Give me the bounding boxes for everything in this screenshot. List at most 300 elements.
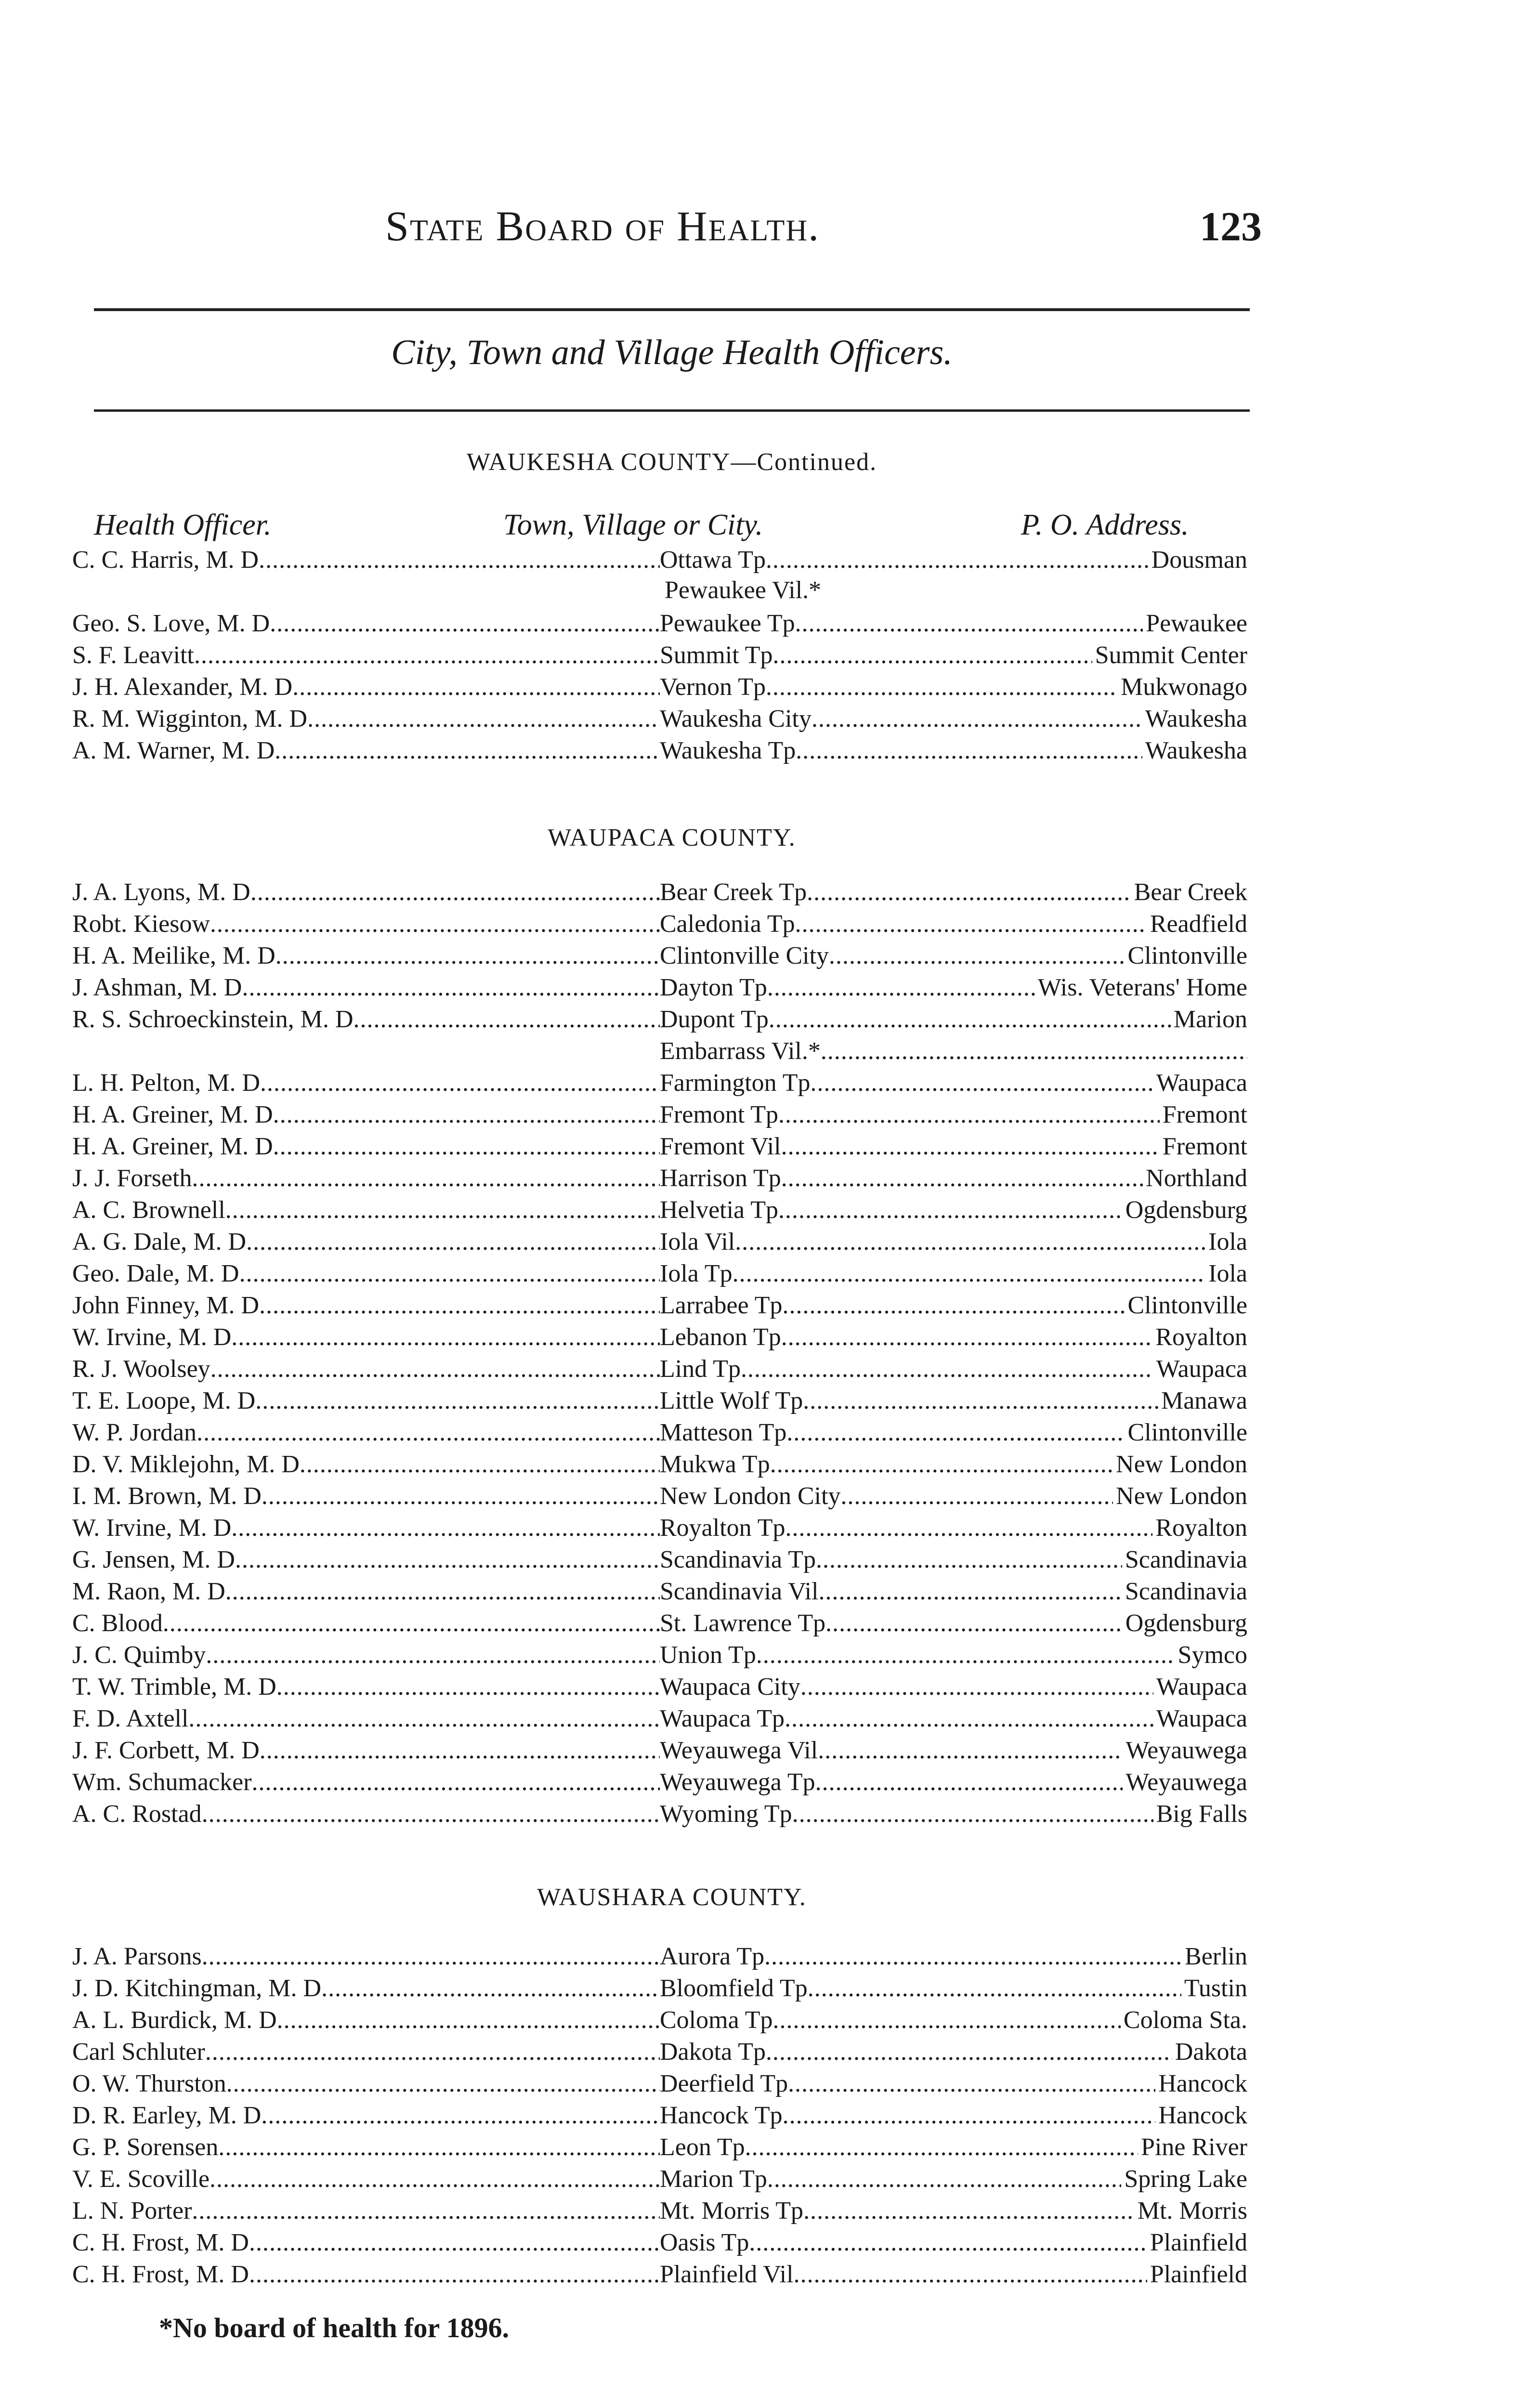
table-row <box>72 1163 1247 1194</box>
town-cell <box>660 908 1247 940</box>
officer-cell <box>72 640 660 671</box>
town-name: Royalton Tp <box>660 1514 785 1542</box>
table-row <box>72 1941 1247 1973</box>
dot-leader <box>785 1512 1152 1544</box>
town-name: Embarrass Vil.* <box>660 1037 821 1065</box>
officer-cell <box>72 1544 660 1576</box>
dot-leader <box>766 2036 1172 2068</box>
table-row <box>72 1671 1247 1703</box>
dot-leader <box>252 1767 660 1798</box>
po-address: Ogdensburg <box>1125 1196 1247 1224</box>
dot-leader <box>192 1163 660 1194</box>
po-address: Waukesha <box>1145 705 1247 733</box>
town-cell <box>660 2227 1247 2259</box>
table-row <box>72 1385 1247 1417</box>
table-row <box>72 940 1247 972</box>
officer-cell <box>72 1973 660 2004</box>
table-row <box>72 908 1247 940</box>
officer-name: G. Jensen, M. D <box>72 1546 235 1573</box>
officer-cell <box>72 1671 660 1703</box>
officer-name: W. Irvine, M. D <box>72 1323 232 1351</box>
table-row <box>72 2004 1247 2036</box>
table-row <box>72 2163 1247 2195</box>
table-row <box>72 1417 1247 1449</box>
officer-cell <box>72 972 660 1004</box>
officer-cell <box>72 1608 660 1639</box>
town-cell <box>660 1512 1247 1544</box>
town-cell <box>660 1163 1247 1194</box>
officer-cell <box>72 671 660 703</box>
officer-name: M. Raon, M. D <box>72 1578 225 1605</box>
town-name: Dupont Tp <box>660 1006 769 1033</box>
table-row <box>72 1131 1247 1163</box>
po-address: Bear Creek <box>1134 878 1247 906</box>
town-cell <box>660 1035 1247 1067</box>
officer-name: J. D. Kitchingman, M. D <box>72 1975 322 2002</box>
officer-name: Robt. Kiesow <box>72 910 210 938</box>
officer-name: Geo. Dale, M. D <box>72 1260 239 1287</box>
town-cell <box>660 1767 1247 1798</box>
po-address: Dousman <box>1151 546 1247 574</box>
table-row <box>72 1703 1247 1735</box>
po-address: Berlin <box>1185 1943 1247 1970</box>
dot-leader <box>766 544 1149 576</box>
dot-leader <box>202 1941 660 1973</box>
table-row <box>72 877 1247 908</box>
table-row <box>72 2036 1247 2068</box>
officer-cell <box>72 2195 660 2227</box>
town-cell <box>660 1639 1247 1671</box>
town-name: Waukesha Tp <box>660 737 796 764</box>
town-name: Ottawa Tp <box>660 546 766 574</box>
table-row <box>72 1639 1247 1671</box>
town-cell <box>660 1226 1247 1258</box>
page-number: 123 <box>1200 203 1262 249</box>
dot-leader <box>816 1544 1122 1576</box>
dot-leader <box>821 1035 1247 1067</box>
town-cell <box>660 2132 1247 2163</box>
officer-cell <box>72 2004 660 2036</box>
officer-name: R. J. Woolsey <box>72 1355 210 1383</box>
dot-leader <box>163 1608 660 1639</box>
table-row <box>72 544 1247 576</box>
dot-leader <box>803 1385 1158 1417</box>
officer-cell <box>72 703 660 735</box>
town-name: Fremont Vil <box>660 1133 781 1160</box>
po-address: Fremont <box>1162 1101 1247 1128</box>
officer-cell <box>72 2132 660 2163</box>
po-address: Iola <box>1208 1228 1247 1256</box>
town-cell <box>660 1417 1247 1449</box>
town-name: Wyoming Tp <box>660 1800 792 1828</box>
dot-leader <box>810 1067 1153 1099</box>
dot-leader <box>772 2004 1120 2036</box>
town-name: Scandinavia Vil <box>660 1578 819 1605</box>
dot-leader <box>225 1576 660 1608</box>
officer-name: J. H. Alexander, M. D <box>72 673 293 701</box>
officer-name: Geo. S. Love, M. D <box>72 610 270 637</box>
dot-leader <box>262 1480 660 1512</box>
dot-leader <box>235 1544 660 1576</box>
officer-name: John Finney, M. D <box>72 1292 260 1319</box>
dot-leader <box>249 2259 660 2290</box>
table-row <box>72 1735 1247 1767</box>
town-name: Matteson Tp <box>660 1419 787 1446</box>
town-cell <box>660 2259 1247 2290</box>
dot-leader <box>803 2195 1135 2227</box>
town-name: Fremont Tp <box>660 1101 779 1128</box>
dot-leader <box>735 1226 1205 1258</box>
town-name: Harrison Tp <box>660 1165 781 1192</box>
dot-leader <box>788 2068 1155 2100</box>
table-row-continuation <box>72 1035 1247 1067</box>
dot-leader <box>260 1735 660 1767</box>
town-cell <box>660 1322 1247 1353</box>
table-row <box>72 2100 1247 2132</box>
town-name: Farmington Tp <box>660 1069 811 1097</box>
town-cell <box>660 2068 1247 2100</box>
county-heading-waupaca: WAUPACA COUNTY. <box>548 824 796 851</box>
po-address: Pine River <box>1141 2133 1247 2161</box>
officer-cell <box>72 1798 660 1830</box>
po-address: Northland <box>1146 1165 1247 1192</box>
dot-leader <box>275 735 660 767</box>
officer-name: V. E. Scoville <box>72 2165 210 2193</box>
officer-name: J. C. Quimby <box>72 1641 206 1669</box>
town-cell <box>660 2195 1247 2227</box>
town-cell <box>660 1480 1247 1512</box>
table-row <box>72 1258 1247 1290</box>
town-cell <box>660 972 1247 1004</box>
table-row <box>72 1480 1247 1512</box>
officer-name: D. R. Earley, M. D <box>72 2102 262 2129</box>
officer-cell <box>72 1194 660 1226</box>
dot-leader <box>209 2163 660 2195</box>
town-cell <box>660 1385 1247 1417</box>
town-name: Lind Tp <box>660 1355 741 1383</box>
town-cell <box>660 735 1247 767</box>
table-row <box>72 2195 1247 2227</box>
po-address: Weyauwega <box>1125 1737 1247 1764</box>
dot-leader <box>273 1099 660 1131</box>
officer-cell <box>72 1417 660 1449</box>
town-cell <box>660 1067 1247 1099</box>
officer-name: L. H. Pelton, M. D <box>72 1069 260 1097</box>
column-header-town: Town, Village or City. <box>503 509 763 541</box>
town-name: Union Tp <box>660 1641 756 1669</box>
officer-name: C. Blood <box>72 1610 163 1637</box>
po-address: Summit Center <box>1095 641 1247 669</box>
officer-cell <box>72 2163 660 2195</box>
town-cell <box>660 2036 1247 2068</box>
dot-leader <box>307 703 660 735</box>
town-cell <box>660 2004 1247 2036</box>
table-row <box>72 608 1247 640</box>
table-row <box>72 703 1247 735</box>
po-address: Royalton <box>1155 1323 1247 1351</box>
town-name: Deerfield Tp <box>660 2070 788 2097</box>
table-row <box>72 1290 1247 1322</box>
dot-leader <box>815 1767 1123 1798</box>
officer-name: L. N. Porter <box>72 2197 192 2225</box>
table-row <box>72 1449 1247 1480</box>
officer-cell <box>72 2100 660 2132</box>
officer-name: J. F. Corbett, M. D <box>72 1737 260 1764</box>
officer-cell <box>72 1226 660 1258</box>
dot-leader <box>270 608 660 640</box>
officer-name: T. E. Loope, M. D <box>72 1387 256 1414</box>
officer-name: T. W. Trimble, M. D <box>72 1673 276 1701</box>
table-row <box>72 1512 1247 1544</box>
town-name: Caledonia Tp <box>660 910 795 938</box>
town-cell <box>660 1194 1247 1226</box>
dot-leader <box>277 2004 660 2036</box>
officer-cell <box>72 544 660 576</box>
town-name: Lebanon Tp <box>660 1323 781 1351</box>
po-address: Plainfield <box>1150 2261 1247 2288</box>
dot-leader <box>808 1973 1181 2004</box>
officer-cell <box>72 1449 660 1480</box>
officer-cell <box>72 2036 660 2068</box>
officer-name: H. A. Greiner, M. D <box>72 1133 273 1160</box>
officer-cell <box>72 608 660 640</box>
town-name: Bear Creek Tp <box>660 878 807 906</box>
dot-leader <box>202 1798 660 1830</box>
dot-leader <box>239 1258 660 1290</box>
town-cell <box>660 1353 1247 1385</box>
dot-leader <box>767 972 1035 1004</box>
table-row <box>72 1576 1247 1608</box>
po-address: Hancock <box>1158 2102 1247 2129</box>
table-row <box>72 2227 1247 2259</box>
town-cell <box>660 608 1247 640</box>
dot-leader <box>741 1353 1153 1385</box>
town-cell <box>660 1004 1247 1035</box>
column-header-officer: Health Officer. <box>94 509 272 541</box>
dot-leader <box>786 1417 1125 1449</box>
officer-name: H. A. Meilike, M. D <box>72 942 275 969</box>
town-cell <box>660 1290 1247 1322</box>
town-name: New London City <box>660 1482 841 1510</box>
running-title-board: Board of Health. <box>496 203 820 250</box>
dot-leader <box>733 1258 1205 1290</box>
town-name: Mt. Morris Tp <box>660 2197 804 2225</box>
dot-leader <box>825 1608 1123 1639</box>
po-address: Symco <box>1178 1641 1247 1669</box>
dot-leader <box>250 877 660 908</box>
officer-cell <box>72 1576 660 1608</box>
officer-cell <box>72 1067 660 1099</box>
town-name: Clintonville City <box>660 942 829 969</box>
po-address: Clintonville <box>1127 942 1247 969</box>
po-address: Manawa <box>1161 1387 1247 1414</box>
dot-leader <box>192 2195 660 2227</box>
officer-cell <box>72 1941 660 1973</box>
officer-name: A. L. Burdick, M. D <box>72 2006 277 2034</box>
town-cell <box>660 1258 1247 1290</box>
officer-cell <box>72 908 660 940</box>
town-cell <box>660 544 1247 576</box>
officer-cell <box>72 1385 660 1417</box>
officer-cell <box>72 1131 660 1163</box>
officer-name: W. Irvine, M. D <box>72 1514 232 1542</box>
table-row <box>72 1322 1247 1353</box>
officer-name: J. J. Forseth <box>72 1165 192 1192</box>
dot-leader <box>242 972 660 1004</box>
town-cell <box>660 1973 1247 2004</box>
town-name: Hancock Tp <box>660 2102 783 2129</box>
dot-leader <box>764 1941 1182 1973</box>
table-row <box>72 2132 1247 2163</box>
dot-leader <box>231 1512 660 1544</box>
officer-cell <box>72 1735 660 1767</box>
dot-leader <box>794 2259 1147 2290</box>
dot-leader <box>231 1322 660 1353</box>
page-subtitle: City, Town and Village Health Officers. <box>391 333 953 372</box>
dot-leader <box>785 1703 1153 1735</box>
dot-leader <box>261 2100 660 2132</box>
po-address: Wis. Veterans' Home <box>1037 974 1247 1001</box>
dot-leader <box>781 1163 1143 1194</box>
po-address: New London <box>1116 1482 1247 1510</box>
officer-name: R. M. Wigginton, M. D <box>72 705 308 733</box>
officer-name: F. D. Axtell <box>72 1705 189 1732</box>
dot-leader <box>749 2227 1147 2259</box>
officer-cell <box>72 2259 660 2290</box>
po-address: Waupaca <box>1156 1673 1247 1701</box>
officer-cell <box>72 1163 660 1194</box>
town-name: Pewaukee Tp <box>660 610 795 637</box>
town-name: Weyauwega Vil <box>660 1737 818 1764</box>
table-row <box>72 2068 1247 2100</box>
table-row <box>72 640 1247 671</box>
po-address: Fremont <box>1162 1133 1247 1160</box>
po-address: Ogdensburg <box>1125 1610 1247 1637</box>
town-name: Summit Tp <box>660 641 773 669</box>
town-name: Waukesha City <box>660 705 811 733</box>
town-cell <box>660 1703 1247 1735</box>
po-address: Pewaukee <box>1146 610 1247 637</box>
dot-leader <box>249 2227 660 2259</box>
town-name: Bloomfield Tp <box>660 1975 808 2002</box>
officer-cell <box>72 735 660 767</box>
dot-leader <box>770 1449 1113 1480</box>
officer-name: J. A. Lyons, M. D <box>72 878 250 906</box>
dot-leader <box>210 908 660 940</box>
dot-leader <box>260 1067 660 1099</box>
officer-cell <box>72 1322 660 1353</box>
town-name: St. Lawrence Tp <box>660 1610 826 1637</box>
po-address: Royalton <box>1155 1514 1247 1542</box>
officer-name: O. W. Thurston <box>72 2070 226 2097</box>
officer-cell <box>72 877 660 908</box>
po-address: Mukwonago <box>1121 673 1247 701</box>
po-address: Waupaca <box>1156 1705 1247 1732</box>
dot-leader <box>795 908 1147 940</box>
table-row <box>72 1544 1247 1576</box>
town-name: Dakota Tp <box>660 2038 766 2066</box>
dot-leader <box>778 1099 1160 1131</box>
running-title <box>385 202 1011 251</box>
running-title-state: State <box>385 203 496 250</box>
dot-leader <box>292 671 660 703</box>
dot-leader <box>773 640 1092 671</box>
officer-name: C. H. Frost, M. D <box>72 2261 249 2288</box>
dot-leader <box>226 2068 660 2100</box>
dot-leader <box>769 1004 1171 1035</box>
town-name: Mukwa Tp <box>660 1451 770 1478</box>
top-rule <box>94 308 1250 311</box>
table-row <box>72 972 1247 1004</box>
town-cell <box>660 640 1247 671</box>
dot-leader <box>766 671 1118 703</box>
po-address: Iola <box>1208 1260 1247 1287</box>
dot-leader <box>795 608 1143 640</box>
town-cell <box>660 2163 1247 2195</box>
officer-name: R. S. Schroeckinstein, M. D <box>72 1006 353 1033</box>
officer-cell <box>72 2068 660 2100</box>
dot-leader <box>353 1004 660 1035</box>
town-cell <box>660 1941 1247 1973</box>
officer-cell <box>72 1004 660 1035</box>
table-row <box>72 1099 1247 1131</box>
dot-leader <box>196 1417 660 1449</box>
officer-name: C. H. Frost, M. D <box>72 2229 249 2256</box>
dot-leader <box>206 1639 660 1671</box>
town-cell <box>660 1608 1247 1639</box>
dot-leader <box>781 1131 1160 1163</box>
officer-name: A. M. Warner, M. D <box>72 737 275 764</box>
dot-leader <box>778 1194 1123 1226</box>
subtitle-rule <box>94 409 1250 412</box>
officer-name: D. V. Miklejohn, M. D <box>72 1451 300 1478</box>
dot-leader <box>818 1735 1123 1767</box>
po-address: Plainfield <box>1150 2229 1247 2256</box>
po-address: Hancock <box>1158 2070 1247 2097</box>
town-cell <box>660 1671 1247 1703</box>
table-row <box>72 1004 1247 1035</box>
officer-name: Carl Schluter <box>72 2038 205 2066</box>
dot-leader <box>276 1671 660 1703</box>
town-cell <box>660 1544 1247 1576</box>
dot-leader <box>205 2036 660 2068</box>
officer-name: A. C. Brownell <box>72 1196 225 1224</box>
town-name: Waupaca Tp <box>660 1705 785 1732</box>
town-cell <box>660 1798 1247 1830</box>
dot-leader <box>783 1290 1125 1322</box>
officer-name: H. A. Greiner, M. D <box>72 1101 273 1128</box>
table-row <box>72 671 1247 703</box>
dot-leader <box>796 735 1142 767</box>
po-address: Dakota <box>1175 2038 1247 2066</box>
town-name: Waupaca City <box>660 1673 800 1701</box>
dot-leader <box>807 877 1131 908</box>
officer-name: W. P. Jordan <box>72 1419 197 1446</box>
dot-leader <box>246 1226 660 1258</box>
po-address: Mt. Morris <box>1137 2197 1247 2225</box>
dot-leader <box>194 640 660 671</box>
po-address: Weyauwega <box>1125 1768 1247 1796</box>
table-row <box>72 735 1247 767</box>
dot-leader <box>210 1353 660 1385</box>
town-name: Weyauwega Tp <box>660 1768 815 1796</box>
town-cell <box>660 1576 1247 1608</box>
town-name: Little Wolf Tp <box>660 1387 803 1414</box>
town-cell <box>660 703 1247 735</box>
dot-leader <box>188 1703 660 1735</box>
dot-leader <box>255 1385 660 1417</box>
officer-cell <box>72 1512 660 1544</box>
